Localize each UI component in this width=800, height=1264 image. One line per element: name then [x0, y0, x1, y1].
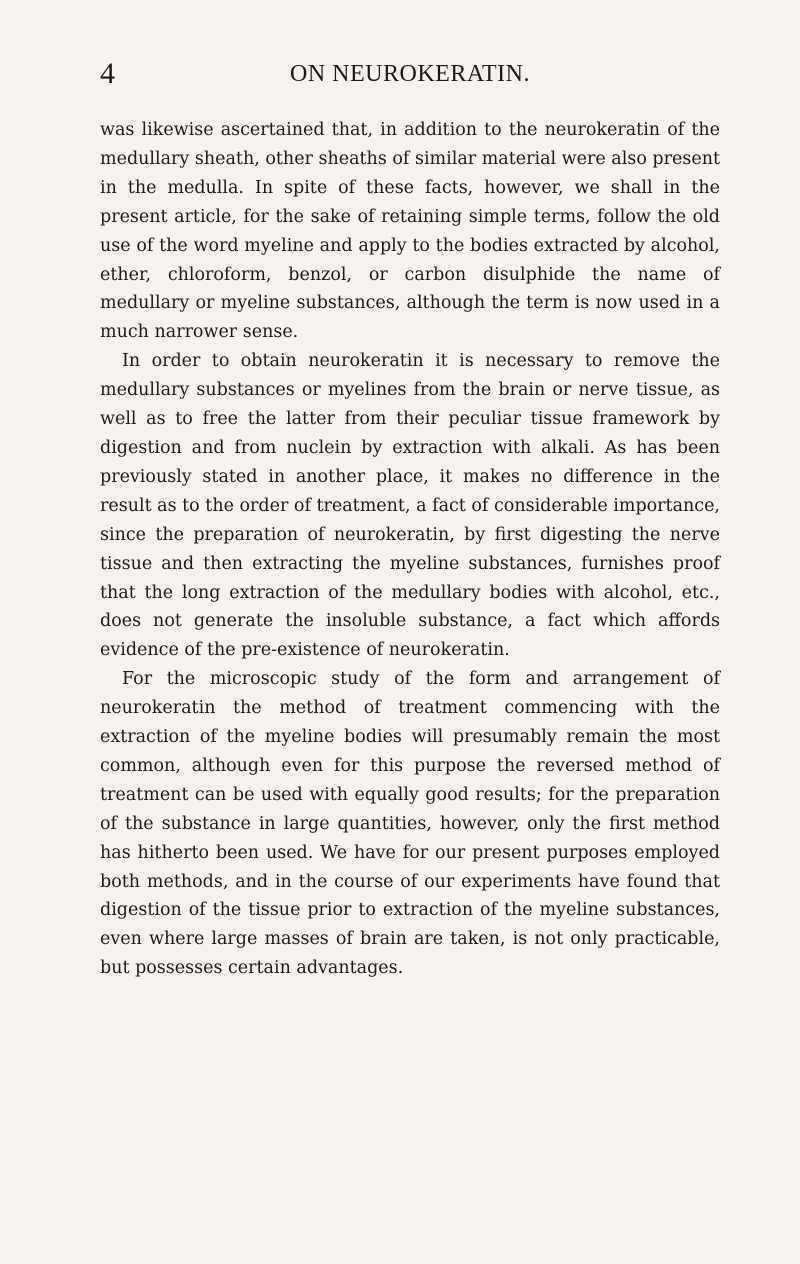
paragraph: In order to obtain neurokeratin it is necessary to remove the medullary substances or myelines from the brain or nerve tissue, as well as to free the latter from their peculiar tissue framework by digestion and from nuclein by extraction with alkali. As has been previously stated in another place, it makes no difference in the result as to the order of treatment, a fact of considerable importance, since the preparation of neurokeratin, by first digesting the nerve tissue and then extracting the myeline substances, furnishes proof that the long extraction of the medullary bodies with alcohol, etc., does not generate the insoluble substance, a fact which affords evidence of the pre-existence of neurokeratin.	[100, 351, 720, 661]
running-head: ON NEUROKERATIN.	[290, 61, 530, 87]
paragraph: was likewise ascertained that, in addition to the neurokeratin of the medullary sheath, other sheaths of similar material were also present in the medulla. In spite of these facts, however, we shall in the present article, for the sake of retaining simple terms, follow the old use of the word myeline and apply to the bodies extracted by alcohol, ether, chloroform, benzol, or carbon disulphide the name of medullary or myeline substances, although the term is now used in a much narrower sense.	[100, 120, 720, 343]
body-text	[100, 116, 720, 983]
paragraph: For the microscopic study of the form and arrangement of neurokeratin the method of treatment commencing with the extraction of the myeline bodies will presumably remain the most common, although even for this purpose the reversed method of treatment can be used with equally good results; for the preparation of the substance in large quantities, however, only the first method has hitherto been used. We have for our present purposes employed both methods, and in the course of our experiments have found that digestion of the tissue prior to extraction of the myeline substances, even where large masses of brain are taken, is not only practicable, but possesses certain advantages.	[100, 669, 720, 979]
page-number: 4	[100, 57, 115, 90]
page-header	[0, 54, 800, 94]
